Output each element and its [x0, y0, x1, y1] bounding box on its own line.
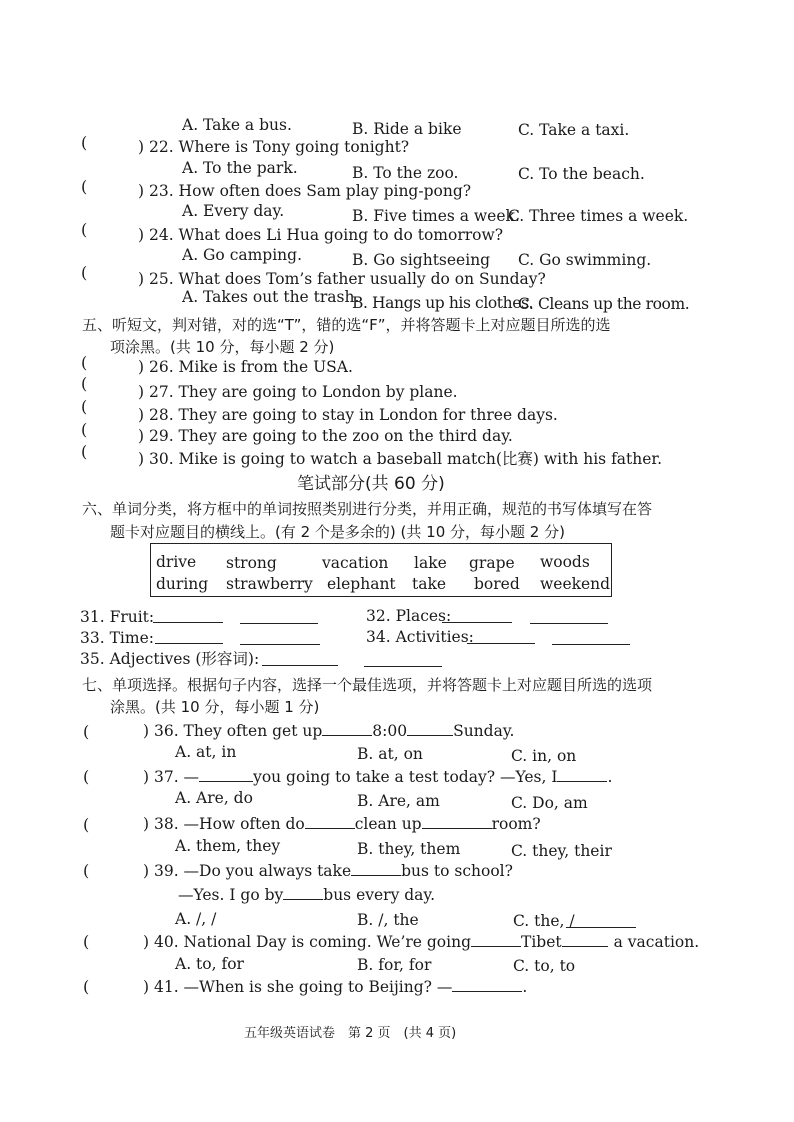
q33-label: 33. Time: — [80, 629, 154, 647]
q32-blank-1[interactable] — [442, 608, 512, 623]
q26-statement: ) 26. Mike is from the USA. — [138, 358, 353, 376]
q22-option-b: B. To the zoo. — [352, 164, 459, 182]
q30-answer-paren[interactable]: ( — [81, 442, 88, 461]
q37-option-b: B. Are, am — [357, 792, 440, 810]
q35-label: 35. Adjectives (形容词): — [80, 650, 260, 668]
q23-option-c: C. Three times a week. — [508, 207, 689, 225]
q36-option-c: C. in, on — [511, 747, 577, 765]
q23-option-b: B. Five times a week. — [352, 207, 520, 225]
q22-option-c: C. To the beach. — [518, 165, 645, 183]
q40-answer-paren[interactable]: ( — [83, 932, 90, 951]
word-grape: grape — [469, 554, 515, 572]
q25-answer-paren[interactable]: ( — [81, 263, 88, 282]
q41-blank[interactable] — [452, 977, 522, 992]
q39-answer-paren[interactable]: ( — [83, 861, 90, 880]
word-strawberry: strawberry — [226, 575, 313, 593]
q39-stem: ) 39. —Do you always take bus to school? — [143, 862, 513, 880]
q37-answer-paren[interactable]: ( — [83, 767, 90, 786]
q41-answer-paren[interactable]: ( — [83, 977, 90, 996]
q24-option-b: B. Go sightseeing — [352, 251, 491, 269]
q40-option-b: B. for, for — [357, 956, 432, 974]
q40-option-c: C. to, to — [513, 957, 576, 975]
q22-answer-paren[interactable]: ( — [81, 133, 88, 152]
word-lake: lake — [414, 554, 447, 572]
q29-answer-paren[interactable]: ( — [81, 420, 88, 439]
q31-label: 31. Fruit: — [80, 608, 155, 626]
q37-option-a: A. Are, do — [175, 789, 253, 807]
q23-answer-paren[interactable]: ( — [81, 177, 88, 196]
q27-statement: ) 27. They are going to London by plane. — [138, 383, 458, 401]
q36-answer-paren[interactable]: ( — [83, 722, 90, 741]
q37-blank-2[interactable] — [557, 767, 607, 782]
q39-stray-line — [566, 913, 636, 928]
word-vacation: vacation — [322, 554, 389, 572]
q36-blank-1[interactable] — [322, 721, 372, 736]
q36-option-b: B. at, on — [357, 745, 423, 763]
q39-blank-2[interactable] — [283, 885, 323, 900]
q28-answer-paren[interactable]: ( — [81, 397, 88, 416]
q37-option-c: C. Do, am — [511, 794, 588, 812]
q36-option-a: A. at, in — [175, 743, 237, 761]
q38-blank-2[interactable] — [422, 814, 492, 829]
q35-blank-2[interactable] — [364, 652, 442, 667]
word-take: take — [412, 575, 447, 593]
q40-blank-1[interactable] — [471, 932, 521, 947]
q23-stem: ) 23. How often does Sam play ping-pong? — [138, 182, 472, 200]
q24-option-a: A. Go camping. — [182, 246, 303, 264]
q28-statement: ) 28. They are going to stay in London for three days. — [138, 406, 558, 424]
q40-stem: ) 40. National Day is coming. We’re going Tibet a vacation. — [143, 933, 700, 951]
q33-blank-1[interactable] — [155, 629, 223, 644]
q32-blank-2[interactable] — [530, 609, 608, 624]
q39-option-c: C. the, / — [513, 912, 575, 930]
word-drive: drive — [156, 553, 197, 571]
q37-stem: ) 37. — you going to take a test today? —Yes, I . — [143, 768, 613, 786]
q36-blank-2[interactable] — [407, 721, 453, 736]
q36-stem: ) 36. They often get up 8:00 Sunday. — [143, 722, 515, 740]
q31-blank-1[interactable] — [153, 608, 223, 623]
q33-blank-2[interactable] — [240, 630, 320, 645]
q25-option-a: A. Takes out the trash. — [182, 288, 360, 306]
section-5-heading: 五、听短文，判对错，对的选“T”，错的选“F”，并将答题卡上对应题目所选的选 — [82, 316, 611, 334]
word-woods: woods — [540, 553, 590, 571]
q25-stem: ) 25. What does Tom’s father usually do on Sunday? — [138, 270, 546, 288]
q27-answer-paren[interactable]: ( — [81, 374, 88, 393]
q32-label: 32. Places: — [366, 607, 452, 625]
section-7-heading: 七、单项选择。根据句子内容，选择一个最佳选项，并将答题卡上对应题目所选的选项 — [82, 676, 653, 694]
q21-option-b: B. Ride a bike — [352, 120, 462, 138]
q34-blank-2[interactable] — [552, 630, 630, 645]
q25-option-b: B. Hangs up his clothes. — [352, 294, 534, 312]
q21-option-a: A. Take a bus. — [182, 116, 292, 134]
q23-option-a: A. Every day. — [182, 202, 285, 220]
q29-statement: ) 29. They are going to the zoo on the third day. — [138, 427, 513, 445]
word-strong: strong — [226, 554, 277, 572]
q22-option-a: A. To the park. — [182, 159, 298, 177]
q22-stem: ) 22. Where is Tony going tonight? — [138, 138, 410, 156]
q40-option-a: A. to, for — [175, 955, 244, 973]
q39-option-b: B. /, the — [357, 911, 419, 929]
q39-blank-1[interactable] — [351, 861, 401, 876]
q38-option-b: B. they, them — [357, 840, 461, 858]
q34-blank-1[interactable] — [467, 629, 535, 644]
page-footer: 五年级英语试卷 第 2 页 (共 4 页) — [244, 1026, 457, 1041]
q31-blank-2[interactable] — [240, 609, 318, 624]
q26-answer-paren[interactable]: ( — [81, 353, 88, 372]
q34-label: 34. Activities: — [366, 628, 474, 646]
q24-option-c: C. Go swimming. — [518, 251, 652, 269]
q39-option-a: A. /, / — [175, 910, 217, 928]
q40-blank-2[interactable] — [562, 932, 608, 947]
q24-stem: ) 24. What does Li Hua going to do tomorrow? — [138, 226, 504, 244]
q35-blank-1[interactable] — [262, 651, 338, 666]
word-weekend: weekend — [540, 575, 611, 593]
q39-reply: —Yes. I go by bus every day. — [178, 886, 436, 904]
word-bored: bored — [474, 575, 520, 593]
q30-statement: ) 30. Mike is going to watch a baseball match(比赛) with his father. — [138, 450, 663, 468]
q38-stem: ) 38. —How often do clean up room? — [143, 815, 541, 833]
q38-option-c: C. they, their — [511, 842, 612, 860]
q38-answer-paren[interactable]: ( — [83, 815, 90, 834]
q21-option-c: C. Take a taxi. — [518, 121, 630, 139]
q37-blank-1[interactable] — [199, 767, 253, 782]
section-6-heading-cont: 题卡对应题目的横线上。(有 2 个是多余的) (共 10 分，每小题 2 分) — [110, 523, 565, 541]
q25-option-c: C. Cleans up the room. — [518, 295, 690, 313]
q38-blank-1[interactable] — [305, 814, 355, 829]
section-5-heading-cont: 项涂黑。(共 10 分，每小题 2 分) — [110, 338, 335, 356]
written-section-title: 笔试部分(共 60 分) — [297, 474, 445, 494]
word-elephant: elephant — [327, 575, 396, 593]
q41-stem: ) 41. —When is she going to Beijing? — . — [143, 978, 528, 996]
section-7-heading-cont: 涂黑。(共 10 分，每小题 1 分) — [110, 698, 320, 716]
section-6-heading: 六、单词分类，将方框中的单词按照类别进行分类，并用正确，规范的书写体填写在答 — [82, 500, 653, 518]
q24-answer-paren[interactable]: ( — [81, 220, 88, 239]
word-during: during — [156, 575, 209, 593]
q38-option-a: A. them, they — [175, 837, 281, 855]
